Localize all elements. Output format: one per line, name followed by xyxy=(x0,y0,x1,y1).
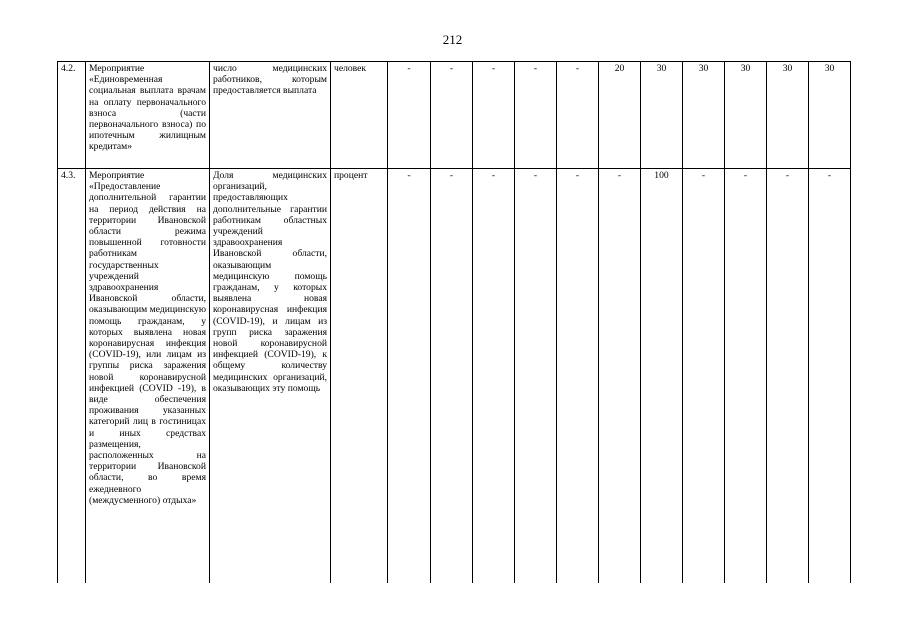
unit-cell: процент xyxy=(331,169,388,584)
event-text: Мероприятие «Предоставление дополнительной гарантии на период действия на территории Ивановской области режима повышенной готовности работникам государственных учреждений здравоохранения Ивановской области, оказывающим медицинскую помощь гражданам, у которых выявлена новая коронавирусная инфекция (COVID-19), или лицам из группы риска заражения новой коронавирусной инфекцией (COVID -19), в виде обеспечения проживания указанных категорий лиц в гостиницах и иных средствах размещения, расположенных на территории Ивановской области, во время ежедневного (междусменного) отдыха» xyxy=(89,170,206,506)
indicator-cell xyxy=(210,62,331,169)
value-cell: - xyxy=(683,169,725,584)
table-row xyxy=(58,169,851,584)
value-cell: 100 xyxy=(641,169,683,584)
value-cell: 20 xyxy=(599,62,641,169)
value-cell: - xyxy=(767,169,809,584)
event-cell xyxy=(86,169,210,584)
value-cell: - xyxy=(809,169,851,584)
table-row xyxy=(58,62,851,169)
indicator-cell xyxy=(210,169,331,584)
value-cell: - xyxy=(725,169,767,584)
value-cell: - xyxy=(473,62,515,169)
value-cell: - xyxy=(473,169,515,584)
value-cell: 30 xyxy=(767,62,809,169)
row-number-cell: 4.2. xyxy=(58,62,86,169)
value-cell: - xyxy=(557,169,599,584)
value-cell: - xyxy=(557,62,599,169)
indicators-table xyxy=(57,61,851,583)
value-cell: - xyxy=(599,169,641,584)
value-cell: 30 xyxy=(683,62,725,169)
value-cell: - xyxy=(388,169,431,584)
value-cell: - xyxy=(431,169,473,584)
value-cell: 30 xyxy=(641,62,683,169)
page-number: 212 xyxy=(442,32,463,47)
value-cell: 30 xyxy=(809,62,851,169)
value-cell: - xyxy=(515,169,557,584)
value-cell: - xyxy=(431,62,473,169)
indicator-text: Доля медицинских организаций, предоставляющих дополнительные гарантии работникам областных учреждений здравоохранения Ивановской области, оказывающим медицинскую помощь гражданам, у которых выявлена новая коронавирусная инфекция (COVID-19), и лицам из групп риска заражения новой коронавирусной инфекцией (COVID-19), к общему количеству медицинских организаций, оказывающих эту помощь xyxy=(213,170,327,394)
event-cell xyxy=(86,62,210,169)
value-cell: - xyxy=(515,62,557,169)
value-cell: 30 xyxy=(725,62,767,169)
indicator-text: число медицинских работников, которым предоставляется выплата xyxy=(213,63,327,97)
row-number-cell: 4.3. xyxy=(58,169,86,584)
value-cell: - xyxy=(388,62,431,169)
unit-cell: человек xyxy=(331,62,388,169)
event-text: Мероприятие «Единовременная социальная выплата врачам на оплату первоначального взноса (части первоначального взноса) по ипотечным жилищным кредитам» xyxy=(89,63,206,153)
